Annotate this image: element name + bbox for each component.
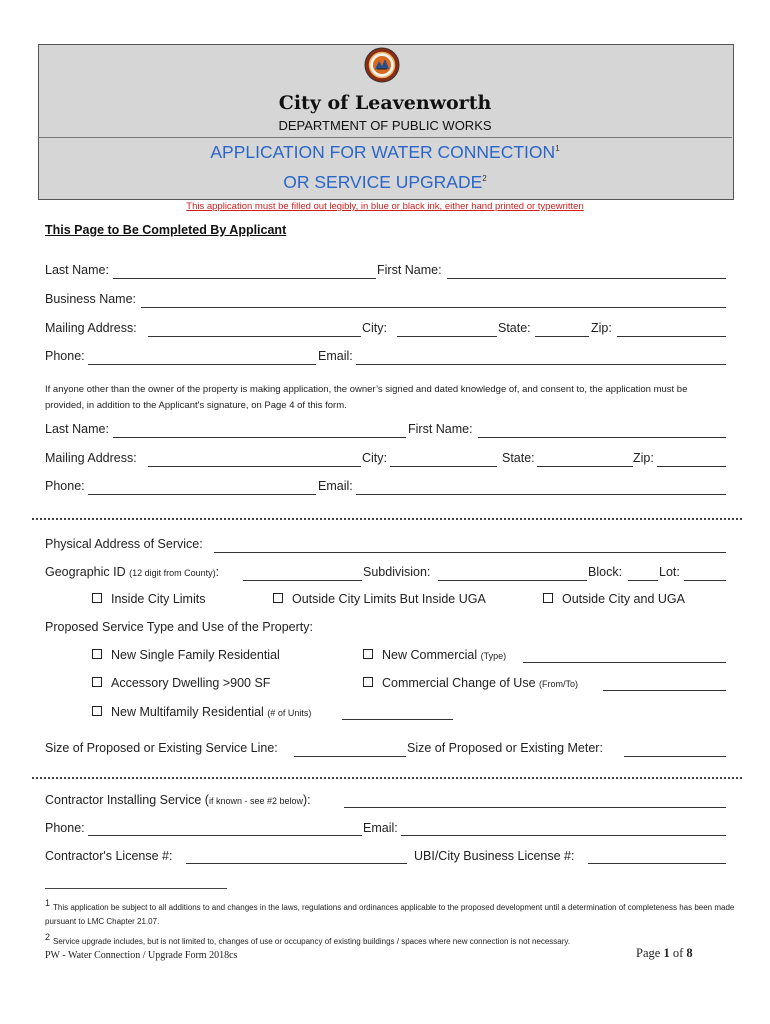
phone-field[interactable] — [88, 364, 316, 365]
owner-consent-note: If anyone other than the owner of the property is making application, the owner’s signed and dated knowledge of, and consent to, the application must be provided, in addition to the Applicant's signature, on Page 4 of this form. — [45, 384, 688, 411]
owner-zip-field[interactable] — [657, 466, 726, 467]
physical-address-label: Physical Address of Service: — [45, 537, 203, 551]
zip-label: Zip: — [591, 321, 612, 335]
meter-size-label: Size of Proposed or Existing Meter: — [407, 741, 603, 755]
state-field[interactable] — [535, 336, 589, 337]
subdivision-label: Subdivision: — [363, 565, 431, 579]
first-name-label: First Name: — [377, 263, 442, 277]
new-commercial-checkbox[interactable]: New Commercial (Type) — [363, 648, 506, 662]
inside-city-limits-checkbox[interactable]: Inside City Limits — [92, 592, 205, 606]
form-title-line1: APPLICATION FOR WATER CONNECTION$^1$ — [210, 142, 560, 162]
lot-field[interactable] — [684, 580, 726, 581]
owner-first-name-field[interactable] — [478, 437, 726, 438]
lot-label: Lot: — [659, 565, 680, 579]
contractor-email-field[interactable] — [401, 835, 726, 836]
owner-email-label: Email: — [318, 479, 353, 493]
checkbox-icon — [363, 649, 373, 659]
new-multifamily-checkbox[interactable]: New Multifamily Residential (# of Units) — [92, 705, 311, 719]
commercial-change-of-use-checkbox[interactable]: Commercial Change of Use (From/To) — [363, 676, 578, 690]
checkbox-icon — [543, 593, 553, 603]
geographic-id-field[interactable] — [243, 580, 362, 581]
ubi-license-label: UBI/City Business License #: — [414, 849, 575, 863]
contractor-phone-label: Phone: — [45, 821, 85, 835]
ubi-license-field[interactable] — [588, 863, 726, 864]
owner-first-name-label: First Name: — [408, 422, 473, 436]
email-field[interactable] — [356, 364, 726, 365]
contractor-license-field[interactable] — [186, 863, 407, 864]
contractor-email-label: Email: — [363, 821, 398, 835]
geographic-id-note: (12 digit from County) — [129, 568, 216, 578]
new-single-family-checkbox[interactable]: New Single Family Residential — [92, 648, 280, 662]
form-identifier: PW - Water Connection / Upgrade Form 2018cs — [45, 950, 238, 961]
department-name: DEPARTMENT OF PUBLIC WORKS — [278, 118, 492, 133]
proposed-service-type-label: Proposed Service Type and Use of the Property: — [45, 620, 313, 634]
outside-city-and-uga-checkbox[interactable]: Outside City and UGA — [543, 592, 685, 606]
section-title: This Page to Be Completed By Applicant — [45, 223, 287, 237]
last-name-field[interactable] — [113, 278, 376, 279]
subdivision-field[interactable] — [438, 580, 587, 581]
owner-mailing-address-field[interactable] — [148, 466, 361, 467]
contractor-installing-label: Contractor Installing Service (if known - see #2 below): — [45, 793, 311, 807]
owner-state-label: State: — [502, 451, 535, 465]
page-number: Page 1 of 8 — [636, 946, 693, 960]
owner-phone-label: Phone: — [45, 479, 85, 493]
owner-phone-field[interactable] — [88, 494, 316, 495]
mailing-address-label: Mailing Address: — [45, 321, 137, 335]
city-seal-icon — [364, 47, 400, 83]
last-name-label: Last Name: — [45, 263, 109, 277]
owner-email-field[interactable] — [356, 494, 726, 495]
footnote-ref-1: 1 — [555, 144, 560, 154]
header-divider — [38, 137, 732, 138]
email-label: Email: — [318, 349, 353, 363]
first-name-field[interactable] — [447, 278, 726, 279]
owner-city-label: City: — [362, 451, 387, 465]
footnote-1: 1 This application be subject to all additions to and changes in the laws, regulations and ordinances applicable to the proposed development until a determination of completeness has been made pursuant to LMC Chapter 21.07. — [45, 898, 735, 926]
business-name-label: Business Name: — [45, 292, 137, 306]
multifamily-units-field[interactable] — [342, 719, 453, 720]
zip-field[interactable] — [617, 336, 726, 337]
accessory-dwelling-checkbox[interactable]: Accessory Dwelling >900 SF — [92, 676, 270, 690]
contractor-license-label: Contractor's License #: — [45, 849, 173, 863]
owner-city-field[interactable] — [390, 466, 497, 467]
footnote-2: 2 Service upgrade includes, but is not limited to, changes of use or occupancy of existing buildings / spaces where new connection is not necessary. — [45, 932, 571, 946]
checkbox-icon — [92, 649, 102, 659]
service-line-size-label: Size of Proposed or Existing Service Line: — [45, 741, 278, 755]
checkbox-icon — [363, 677, 373, 687]
geographic-id-label: Geographic ID (12 digit from County): — [45, 565, 220, 579]
owner-zip-label: Zip: — [633, 451, 654, 465]
business-name-field[interactable] — [141, 307, 726, 308]
owner-state-field[interactable] — [537, 466, 633, 467]
footnote-rule — [45, 888, 227, 889]
state-label: State: — [498, 321, 531, 335]
contractor-phone-field[interactable] — [88, 835, 362, 836]
footnote-ref-2: 2 — [482, 174, 487, 184]
owner-last-name-field[interactable] — [113, 437, 406, 438]
mailing-address-field[interactable] — [148, 336, 361, 337]
block-field[interactable] — [628, 580, 658, 581]
section-divider — [32, 777, 742, 779]
service-line-size-field[interactable] — [294, 756, 406, 757]
form-title-line2: OR SERVICE UPGRADE$^2$ — [283, 172, 487, 192]
section-divider — [32, 518, 742, 520]
outside-city-inside-uga-checkbox[interactable]: Outside City Limits But Inside UGA — [273, 592, 486, 606]
city-label: City: — [362, 321, 387, 335]
physical-address-field[interactable] — [214, 552, 726, 553]
block-label: Block: — [588, 565, 623, 579]
meter-size-field[interactable] — [624, 756, 726, 757]
checkbox-icon — [273, 593, 283, 603]
owner-last-name-label: Last Name: — [45, 422, 109, 436]
city-name: City of Leavenworth — [278, 92, 492, 114]
phone-label: Phone: — [45, 349, 85, 363]
new-commercial-type-field[interactable] — [523, 662, 726, 663]
checkbox-icon — [92, 706, 102, 716]
city-field[interactable] — [397, 336, 497, 337]
checkbox-icon — [92, 593, 102, 603]
commercial-change-field[interactable] — [603, 690, 726, 691]
contractor-installing-field[interactable] — [344, 807, 726, 808]
owner-mailing-address-label: Mailing Address: — [45, 451, 137, 465]
checkbox-icon — [92, 677, 102, 687]
ink-notice: This application must be filled out legibly, in blue or black ink, either hand printed or typewritten — [186, 201, 584, 212]
